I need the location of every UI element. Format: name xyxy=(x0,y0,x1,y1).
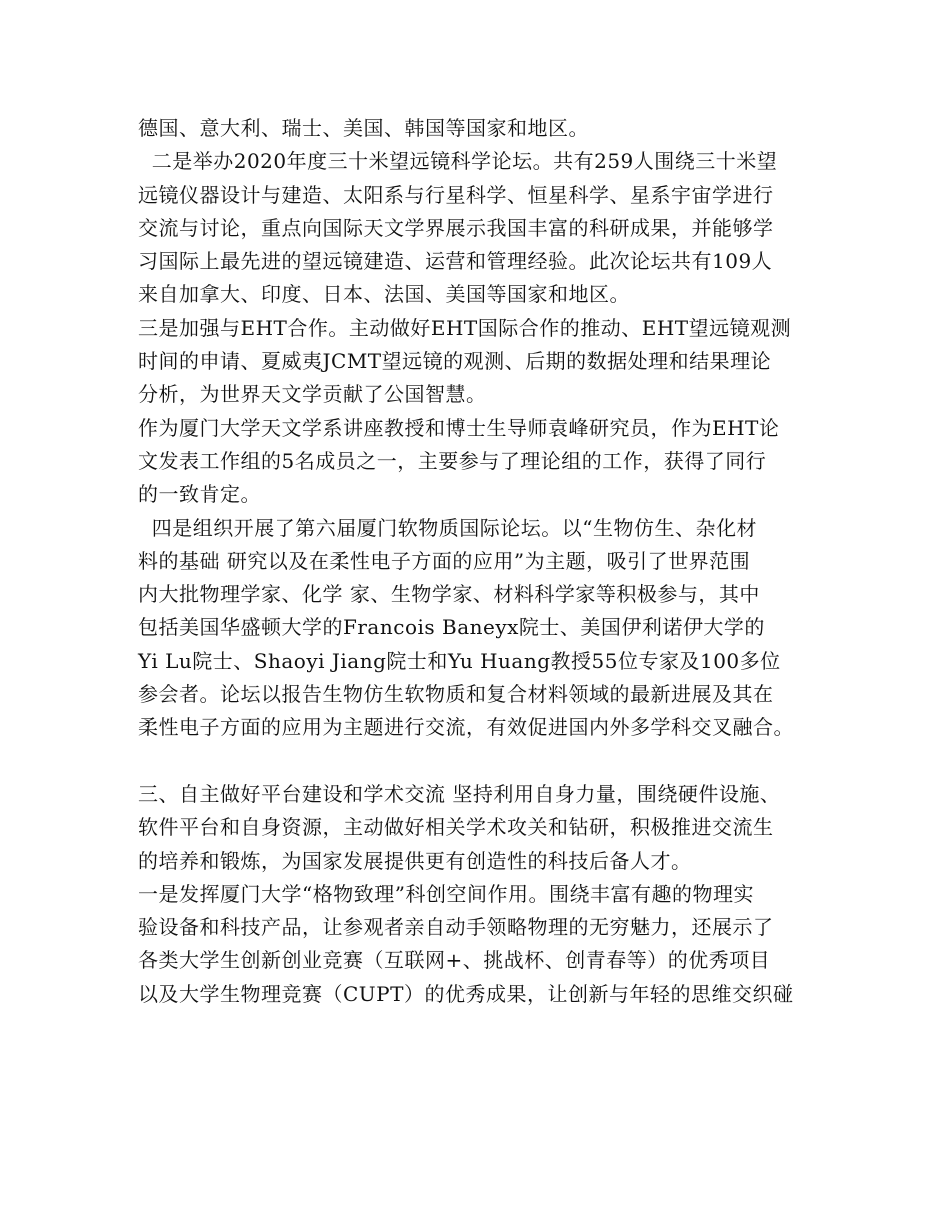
text-line: 柔性电子方面的应用为主题进行交流，有效促进国内外多学科交叉融合。 xyxy=(138,715,794,740)
text-line: 来自加拿大、印度、日本、法国、美国等国家和地区。 xyxy=(138,282,630,307)
text-line: Yi Lu院士、Shaoyi Jiang院士和Yu Huang教授55位专家及100多位 xyxy=(138,648,781,673)
text-line: 料的基础 研究以及在柔性电子方面的应用”为主题，吸引了世界范围 xyxy=(138,548,751,573)
text-line: 包括美国华盛顿大学的Francois Baneyx院士、美国伊利诺伊大学的 xyxy=(138,615,765,640)
text-line: 三是加强与EHT合作。主动做好EHT国际合作的推动、EHT望远镜观测 xyxy=(138,315,792,340)
paragraph-gap xyxy=(138,745,838,778)
text-line: 内大批物理学家、化学 家、生物学家、材料科学家等积极参与，其中 xyxy=(138,582,760,607)
text-line: 时间的申请、夏威夷JCMT望远镜的观测、后期的数据处理和结果理论 xyxy=(138,349,772,374)
text-line: 的一致肯定。 xyxy=(138,482,261,507)
text-line: 参会者。论坛以报告生物仿生软物质和复合材料领域的最新进展及其在 xyxy=(138,682,774,707)
text-line: 验设备和科技产品，让参观者亲自动手领略物理的无穷魅力，还展示了 xyxy=(138,915,774,940)
text-line: 文发表工作组的5名成员之一，主要参与了理论组的工作，获得了同行 xyxy=(138,448,767,473)
text-line: 一是发挥厦门大学“格物致理”科创空间作用。围绕丰富有趣的物理实 xyxy=(138,881,754,906)
text-line: 以及大学生物理竞赛（CUPT）的优秀成果，让创新与年轻的思维交织碰 xyxy=(138,981,794,1006)
text-line: 各类大学生创新创业竞赛（互联网+、挑战杯、创青春等）的优秀项目 xyxy=(138,948,771,973)
text-line: 交流与讨论，重点向国际天文学界展示我国丰富的科研成果，并能够学 xyxy=(138,215,774,240)
body-text xyxy=(138,112,838,1011)
text-line: 远镜仪器设计与建造、太阳系与行星科学、恒星科学、星系宇宙学进行 xyxy=(138,182,774,207)
text-line: 习国际上最先进的望远镜建造、运营和管理经验。此次论坛共有109人 xyxy=(138,249,773,274)
text-line: 分析，为世界天文学贡献了公国智慧。 xyxy=(138,382,487,407)
text-line: 二是举办2020年度三十米望远镜科学论坛。共有259人围绕三十米望 xyxy=(138,149,778,174)
section-heading-line: 三、自主做好平台建设和学术交流 坚持利用自身力量，围绕硬件设施、 xyxy=(138,781,781,806)
text-line: 德国、意大利、瑞士、美国、韩国等国家和地区。 xyxy=(138,116,589,140)
text-line: 作为厦门大学天文学系讲座教授和博士生导师袁峰研究员，作为EHT论 xyxy=(138,415,780,440)
text-line: 四是组织开展了第六届厦门软物质国际论坛。以“生物仿生、杂化材 xyxy=(138,515,757,540)
text-line: 软件平台和自身资源，主动做好相关学术攻关和钻研，积极推进交流生 xyxy=(138,815,774,840)
text-line: 的培养和锻炼，为国家发展提供更有创造性的科技后备人才。 xyxy=(138,848,692,873)
